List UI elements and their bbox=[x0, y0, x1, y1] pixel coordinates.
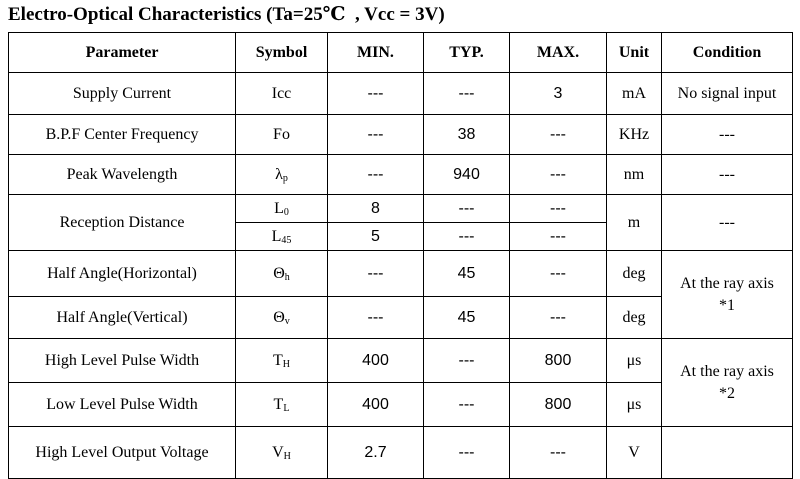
condition-cell bbox=[662, 251, 793, 339]
parameter-cell: Peak Wavelength bbox=[9, 155, 236, 195]
symbol-cell bbox=[236, 339, 328, 383]
typ-cell: --- bbox=[424, 383, 510, 427]
max-cell: --- bbox=[510, 115, 607, 155]
symbol-subscript: v bbox=[284, 315, 290, 327]
symbol-cell bbox=[236, 297, 328, 339]
parameter-cell: High Level Pulse Width bbox=[9, 339, 236, 383]
symbol-cell bbox=[236, 155, 328, 195]
symbol-cell: Fo bbox=[236, 115, 328, 155]
characteristics-table bbox=[8, 32, 793, 479]
min-cell: --- bbox=[328, 73, 424, 115]
symbol-subscript: H bbox=[282, 358, 290, 370]
parameter-cell: B.P.F Center Frequency bbox=[9, 115, 236, 155]
parameter-cell: Half Angle(Horizontal) bbox=[9, 251, 236, 297]
table-row bbox=[9, 195, 793, 223]
symbol-subscript: L bbox=[283, 402, 290, 414]
condition-cell bbox=[662, 427, 793, 479]
page-title: Electro-Optical Characteristics (Ta=25℃ , Vcc = 3V) bbox=[8, 4, 445, 25]
max-cell: --- bbox=[510, 155, 607, 195]
symbol-cell bbox=[236, 195, 328, 223]
unit-cell: μs bbox=[607, 383, 662, 427]
min-cell: --- bbox=[328, 155, 424, 195]
header-typ: TYP. bbox=[424, 33, 510, 73]
max-cell: --- bbox=[510, 251, 607, 297]
header-unit: Unit bbox=[607, 33, 662, 73]
condition-line-1: At the ray axis bbox=[680, 274, 774, 292]
min-cell: --- bbox=[328, 251, 424, 297]
symbol-subscript: h bbox=[284, 271, 290, 283]
max-cell: --- bbox=[510, 223, 607, 251]
symbol-subscript: 0 bbox=[283, 206, 289, 218]
symbol-main: L bbox=[271, 227, 282, 245]
parameter-cell: Half Angle(Vertical) bbox=[9, 297, 236, 339]
unit-cell: μs bbox=[607, 339, 662, 383]
header-parameter: Parameter bbox=[9, 33, 236, 73]
symbol-cell: Icc bbox=[236, 73, 328, 115]
min-cell: 400 bbox=[328, 339, 424, 383]
symbol-subscript: 45 bbox=[281, 234, 292, 246]
condition-cell: --- bbox=[662, 155, 793, 195]
condition-line-2: *1 bbox=[719, 296, 735, 314]
unit-cell: deg bbox=[607, 297, 662, 339]
typ-cell: --- bbox=[424, 195, 510, 223]
unit-cell: V bbox=[607, 427, 662, 479]
typ-cell: --- bbox=[424, 223, 510, 251]
typ-cell: 45 bbox=[424, 251, 510, 297]
symbol-subscript: H bbox=[283, 450, 291, 462]
symbol-cell bbox=[236, 251, 328, 297]
header-condition: Condition bbox=[662, 33, 793, 73]
symbol-main: Θ bbox=[273, 308, 285, 326]
symbol-cell bbox=[236, 427, 328, 479]
unit-cell: mA bbox=[607, 73, 662, 115]
condition-line-1: At the ray axis bbox=[680, 362, 774, 380]
typ-cell: --- bbox=[424, 427, 510, 479]
typ-cell: 38 bbox=[424, 115, 510, 155]
parameter-cell: Supply Current bbox=[9, 73, 236, 115]
typ-cell: 45 bbox=[424, 297, 510, 339]
header-max: MAX. bbox=[510, 33, 607, 73]
min-cell: --- bbox=[328, 297, 424, 339]
condition-line-2: *2 bbox=[719, 384, 735, 402]
condition-cell: No signal input bbox=[662, 73, 793, 115]
min-cell: 2.7 bbox=[328, 427, 424, 479]
symbol-main: T bbox=[272, 351, 283, 369]
max-cell: --- bbox=[510, 297, 607, 339]
table-row bbox=[9, 251, 793, 297]
table-row bbox=[9, 427, 793, 479]
min-cell: 5 bbox=[328, 223, 424, 251]
symbol-main: T bbox=[273, 395, 284, 413]
condition-cell: --- bbox=[662, 115, 793, 155]
unit-cell: nm bbox=[607, 155, 662, 195]
max-cell: 800 bbox=[510, 383, 607, 427]
condition-cell bbox=[662, 339, 793, 427]
min-cell: 400 bbox=[328, 383, 424, 427]
symbol-main: λ bbox=[275, 165, 283, 183]
condition-cell: --- bbox=[662, 195, 793, 251]
unit-cell: m bbox=[607, 195, 662, 251]
header-symbol: Symbol bbox=[236, 33, 328, 73]
header-min: MIN. bbox=[328, 33, 424, 73]
table-header-row bbox=[9, 33, 793, 73]
table-row bbox=[9, 155, 793, 195]
min-cell: 8 bbox=[328, 195, 424, 223]
symbol-main: L bbox=[274, 199, 284, 217]
table-row bbox=[9, 115, 793, 155]
unit-cell: KHz bbox=[607, 115, 662, 155]
parameter-cell: Low Level Pulse Width bbox=[9, 383, 236, 427]
min-cell: --- bbox=[328, 115, 424, 155]
unit-cell: deg bbox=[607, 251, 662, 297]
symbol-cell bbox=[236, 383, 328, 427]
typ-cell: --- bbox=[424, 339, 510, 383]
typ-cell: 940 bbox=[424, 155, 510, 195]
max-cell: 3 bbox=[510, 73, 607, 115]
symbol-main: V bbox=[272, 443, 284, 461]
typ-cell: --- bbox=[424, 73, 510, 115]
max-cell: 800 bbox=[510, 339, 607, 383]
table-row bbox=[9, 73, 793, 115]
parameter-cell: High Level Output Voltage bbox=[9, 427, 236, 479]
table-row bbox=[9, 339, 793, 383]
max-cell: --- bbox=[510, 195, 607, 223]
symbol-subscript: p bbox=[282, 172, 288, 184]
max-cell: --- bbox=[510, 427, 607, 479]
symbol-cell bbox=[236, 223, 328, 251]
symbol-main: Θ bbox=[273, 264, 285, 282]
parameter-cell: Reception Distance bbox=[9, 195, 236, 251]
